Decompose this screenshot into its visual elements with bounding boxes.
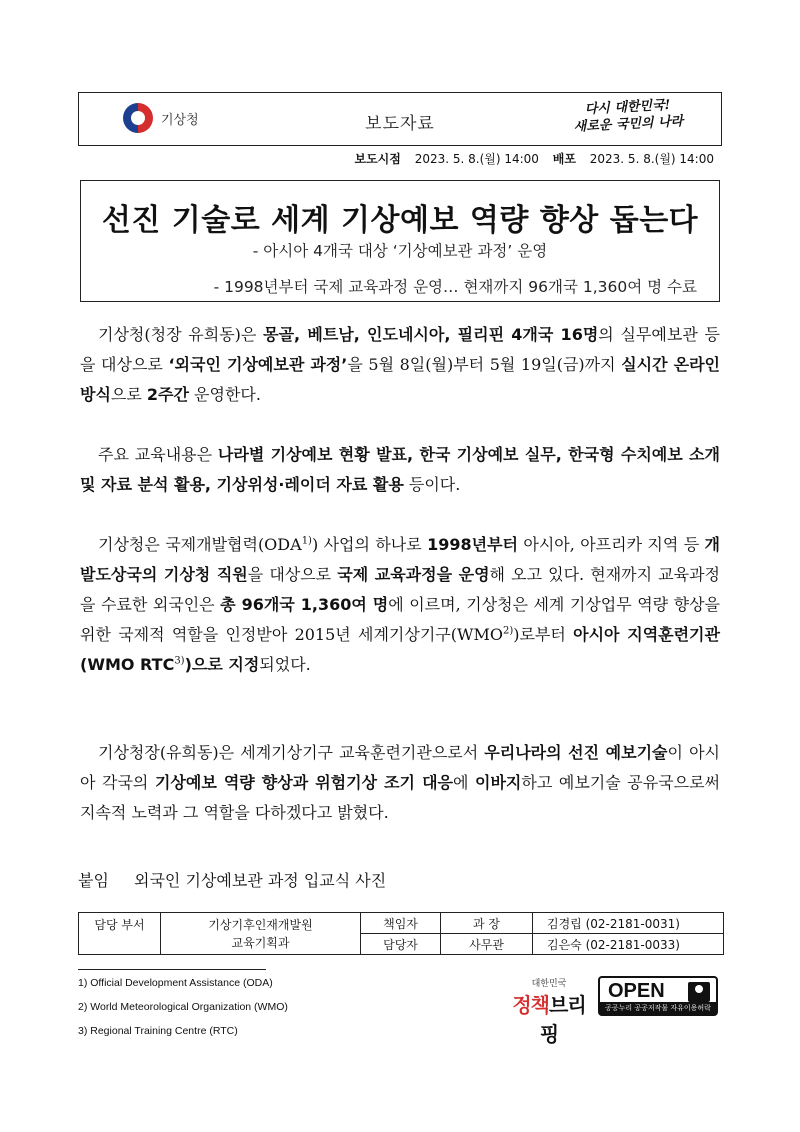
slogan-line2: 새로운 국민의 나라 (573, 114, 684, 135)
p1-text-c: 의 실무예보관 등을 대상으로 (80, 325, 721, 374)
footnote-divider (78, 969, 266, 970)
footnote-3: 3) Regional Training Centre (RTC) (78, 1025, 238, 1037)
open-strip: 공공누리 공공저작물 자유이용허락 (600, 1002, 716, 1014)
footnote-ref-3: 3) (174, 655, 185, 667)
paragraph-3 (80, 530, 720, 680)
dept-name: 기상기후인재개발원 (208, 917, 313, 932)
p4-text-e: 에 (452, 773, 476, 792)
dist-time: 2023. 5. 8.(월) 14:00 (589, 152, 714, 166)
p1-text-i: 운영한다. (188, 385, 261, 404)
attachment-line (78, 868, 386, 891)
p1-bold-d: ‘외국인 기상예보관 과정’ (168, 355, 348, 374)
open-label: OPEN (608, 980, 665, 1002)
p3-bold-e: 개발도상국의 기상청 직원 (80, 535, 720, 584)
footnote-ref-2: 2) (502, 625, 514, 637)
p3-text-o: 되었다. (259, 655, 311, 674)
policy-briefing-logo (506, 976, 592, 1047)
p3-bold-m: ) (184, 655, 192, 674)
doc-type: 보도자료 (365, 114, 435, 134)
p2-text-a: 주요 교육내용은 (98, 445, 218, 464)
dept-name-cell (161, 913, 361, 955)
agency-name: 기상청 (161, 112, 199, 128)
title-cell: 사무관 (441, 934, 533, 955)
p3-text-a: 기상청은 국제개발협력(ODA (98, 535, 302, 554)
p3-bold-n: 으로 지정 (191, 655, 260, 674)
p4-text-c: 이 아시아 각국의 (80, 743, 720, 792)
dist-label: 배포 (552, 152, 576, 166)
p4-bold-b: 우리나라의 선진 예보기술 (484, 743, 668, 762)
p4-bold-d: 기상예보 역량 향상과 위험기상 조기 대응 (154, 773, 453, 792)
p3-text-k: )로부터 (513, 625, 574, 644)
p2-bold-b: 나라별 기상예보 현황 발표, 한국 기상예보 실무, 한국형 수치예보 소개 및 자료 분석 활용, 기상위성·레이더 자료 활용 (80, 445, 720, 494)
slogan-line1: 다시 대한민국! (584, 97, 671, 118)
briefing-main-b: 브리핑 (539, 993, 586, 1046)
p3-bold-g: 국제 교육과정을 운영 (337, 565, 490, 584)
p2-text-c: 등이다. (403, 475, 461, 494)
person-cell: 김경립 (02-2181-0031) (533, 913, 724, 934)
p3-text-b: ) 사업의 하나로 (311, 535, 428, 554)
p3-bold-l: 아시아 지역훈련기관(WMO RTC (80, 625, 720, 674)
p1-bold-h: 2주간 (146, 385, 189, 404)
dept-team: 교육기획과 (231, 935, 290, 950)
p4-text-a: 기상청장(유희동)은 세계기상기구 교육훈련기관으로서 (98, 743, 485, 762)
footnote-1: 1) Official Development Assistance (ODA) (78, 977, 273, 989)
briefing-top: 대한민국 (531, 979, 567, 989)
title-box (80, 180, 720, 302)
p3-text-h: 해 오고 있다. 현재까지 교육과정을 수료한 외국인은 (80, 565, 720, 614)
briefing-main (506, 989, 592, 1047)
open-license-logo (598, 976, 718, 1016)
release-info (354, 150, 714, 167)
subheadline-2: - 1998년부터 국제 교육과정 운영… 현재까지 96개국 1,360여 명 수료 (213, 278, 697, 296)
attachment-label: 붙임 (78, 871, 109, 890)
p3-bold-c: 1998년부터 (427, 535, 518, 554)
header-box (78, 92, 722, 146)
role-cell: 담당자 (361, 934, 441, 955)
headline: 선진 기술로 세계 기상예보 역량 향상 돕는다 (101, 203, 699, 238)
paragraph-4 (80, 738, 720, 828)
subheadline-1: - 아시아 4개국 대상 ‘기상예보관 과정’ 운영 (252, 242, 548, 260)
attachment-text: 외국인 기상예보관 과정 입교식 사진 (134, 871, 387, 890)
role-cell: 책임자 (361, 913, 441, 934)
p3-text-f: 을 대상으로 (247, 565, 338, 584)
p4-bold-f: 이바지 (475, 773, 522, 792)
paragraph-1 (80, 320, 720, 410)
contact-table (78, 912, 724, 955)
paragraph-2 (80, 440, 720, 500)
p1-text-e: 을 5월 8일(월)부터 5월 19일(금)까지 (347, 355, 622, 374)
release-time: 2023. 5. 8.(월) 14:00 (414, 152, 539, 166)
p3-text-j: 에 이르며, 기상청은 세계 기상업무 역량 향상을 위한 국제적 역할을 인정받아 2015년 세계기상기구(WMO (80, 595, 720, 644)
table-row (79, 913, 724, 934)
p1-bold-b: 몽골, 베트남, 인도네시아, 필리핀 4개국 16명 (263, 325, 599, 344)
person-badge-icon (688, 982, 710, 1002)
dept-label: 담당 부서 (79, 913, 161, 955)
person-cell: 김은숙 (02-2181-0033) (533, 934, 724, 955)
p1-text-a: 기상청(청장 유희동)은 (98, 325, 264, 344)
p1-bold-f: 실시간 온라인 방식 (80, 355, 720, 404)
title-cell: 과 장 (441, 913, 533, 934)
release-label: 보도시점 (354, 152, 401, 166)
p3-bold-i: 총 96개국 1,360여 명 (220, 595, 389, 614)
footnote-ref-1: 1) (301, 535, 312, 547)
p1-text-g: 으로 (110, 385, 147, 404)
briefing-main-a: 정책 (512, 993, 549, 1017)
p3-text-d: 아시아, 아프리카 지역 등 (517, 535, 705, 554)
footnote-2: 2) World Meteorological Organization (WMO) (78, 1001, 288, 1013)
p4-text-g: 하고 예보기술 공유국으로써 지속적 노력과 그 역할을 다하겠다고 밝혔다. (80, 773, 720, 822)
